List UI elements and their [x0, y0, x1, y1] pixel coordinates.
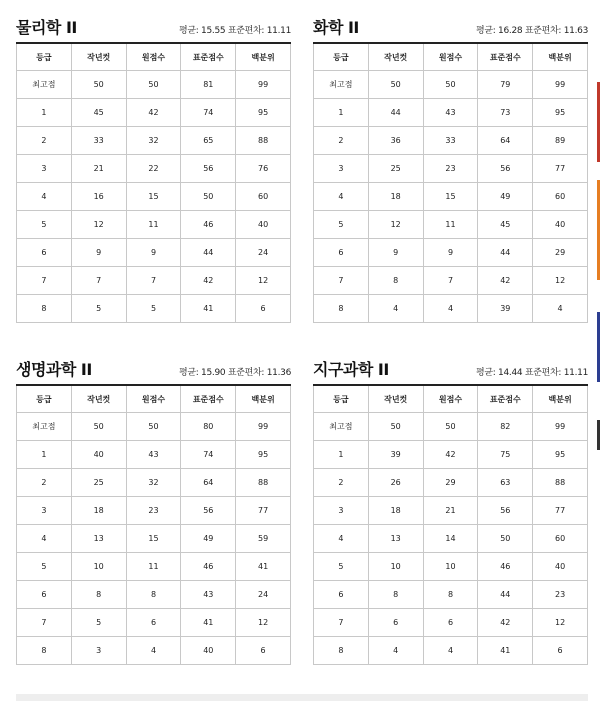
percentile-cell: 99: [236, 413, 291, 441]
column-header: 원점수: [423, 43, 478, 71]
grade-cell: 2: [314, 469, 369, 497]
header-row: [314, 385, 588, 413]
raw-score-cell: 15: [423, 183, 478, 211]
last-year-cut-cell: 50: [368, 71, 423, 99]
column-header: 등급: [314, 43, 369, 71]
raw-score-cell: 11: [126, 211, 181, 239]
last-year-cut-cell: 36: [368, 127, 423, 155]
subject-stats: 평균: 14.44 표준편차: 11.11: [475, 368, 588, 378]
percentile-cell: 88: [533, 469, 588, 497]
last-year-cut-cell: 8: [368, 581, 423, 609]
column-header: 백분위: [236, 385, 291, 413]
percentile-cell: 41: [236, 553, 291, 581]
panel-header: [16, 358, 291, 380]
table-row: [17, 267, 291, 295]
last-year-cut-cell: 8: [368, 267, 423, 295]
table-row: [314, 239, 588, 267]
standard-score-cell: 42: [478, 609, 533, 637]
table-row: [17, 155, 291, 183]
standard-score-cell: 44: [478, 581, 533, 609]
grade-cell: 7: [314, 609, 369, 637]
subject-title: 지구과학 II: [313, 360, 389, 379]
table-row: [17, 441, 291, 469]
column-header: 등급: [17, 385, 72, 413]
panel-physics-2: [16, 16, 291, 313]
raw-score-cell: 4: [423, 637, 478, 665]
grade-cell: 5: [17, 211, 72, 239]
percentile-cell: 77: [236, 497, 291, 525]
table-row: [314, 581, 588, 609]
percentile-cell: 77: [533, 497, 588, 525]
grade-cell: 3: [314, 497, 369, 525]
standard-score-cell: 46: [181, 211, 236, 239]
raw-score-cell: 42: [126, 99, 181, 127]
raw-score-cell: 23: [423, 155, 478, 183]
table-row: [314, 183, 588, 211]
raw-score-cell: 23: [126, 497, 181, 525]
raw-score-cell: 15: [126, 525, 181, 553]
last-year-cut-cell: 39: [368, 441, 423, 469]
table-row: [314, 637, 588, 665]
grade-cell: 3: [17, 497, 72, 525]
grade-cell: 6: [314, 581, 369, 609]
grade-cell: 4: [17, 525, 72, 553]
percentile-cell: 24: [236, 239, 291, 267]
raw-score-cell: 15: [126, 183, 181, 211]
raw-score-cell: 14: [423, 525, 478, 553]
panel-chemistry-2: [313, 16, 588, 313]
subject-title: 화학 II: [313, 18, 359, 37]
standard-score-cell: 56: [181, 155, 236, 183]
last-year-cut-cell: 9: [368, 239, 423, 267]
column-header: 표준점수: [181, 385, 236, 413]
raw-score-cell: 11: [126, 553, 181, 581]
last-year-cut-cell: 16: [71, 183, 126, 211]
grade-cell: 최고점: [17, 71, 72, 99]
percentile-cell: 95: [533, 441, 588, 469]
grade-cell: 4: [314, 525, 369, 553]
standard-score-cell: 46: [478, 553, 533, 581]
percentile-cell: 29: [533, 239, 588, 267]
grade-cell: 8: [314, 637, 369, 665]
percentile-cell: 40: [533, 553, 588, 581]
last-year-cut-cell: 18: [368, 183, 423, 211]
raw-score-cell: 22: [126, 155, 181, 183]
percentile-cell: 4: [533, 295, 588, 323]
grade-cell: 최고점: [17, 413, 72, 441]
column-header: 백분위: [236, 43, 291, 71]
raw-score-cell: 7: [423, 267, 478, 295]
standard-score-cell: 45: [478, 211, 533, 239]
percentile-cell: 12: [533, 267, 588, 295]
percentile-cell: 12: [533, 609, 588, 637]
last-year-cut-cell: 21: [71, 155, 126, 183]
table-row: [314, 553, 588, 581]
grade-cell: 4: [314, 183, 369, 211]
grade-cell: 6: [314, 239, 369, 267]
grade-cell: 2: [17, 127, 72, 155]
percentile-cell: 40: [236, 211, 291, 239]
standard-score-cell: 40: [181, 637, 236, 665]
raw-score-cell: 8: [126, 581, 181, 609]
last-year-cut-cell: 4: [368, 637, 423, 665]
table-row: [17, 525, 291, 553]
percentile-cell: 77: [533, 155, 588, 183]
last-year-cut-cell: 25: [71, 469, 126, 497]
raw-score-cell: 43: [423, 99, 478, 127]
raw-score-cell: 5: [126, 295, 181, 323]
grade-table: [313, 384, 588, 665]
grade-cell: 5: [314, 211, 369, 239]
subject-title: 물리학 II: [16, 18, 77, 37]
last-year-cut-cell: 10: [71, 553, 126, 581]
grade-cell: 7: [17, 609, 72, 637]
raw-score-cell: 9: [126, 239, 181, 267]
standard-score-cell: 44: [181, 239, 236, 267]
table-row: [314, 71, 588, 99]
column-header: 작년컷: [71, 385, 126, 413]
raw-score-cell: 4: [126, 637, 181, 665]
column-header: 작년컷: [368, 385, 423, 413]
panel-earth-science-2: [313, 358, 588, 655]
standard-score-cell: 41: [478, 637, 533, 665]
percentile-cell: 95: [236, 441, 291, 469]
raw-score-cell: 43: [126, 441, 181, 469]
percentile-cell: 95: [236, 99, 291, 127]
percentile-cell: 99: [533, 413, 588, 441]
standard-score-cell: 56: [478, 497, 533, 525]
subject-stats: 평균: 16.28 표준편차: 11.63: [475, 26, 588, 36]
table-row: [17, 637, 291, 665]
table-row: [17, 497, 291, 525]
last-year-cut-cell: 40: [71, 441, 126, 469]
table-row: [17, 239, 291, 267]
raw-score-cell: 4: [423, 295, 478, 323]
raw-score-cell: 42: [423, 441, 478, 469]
grade-cell: 8: [17, 295, 72, 323]
percentile-cell: 76: [236, 155, 291, 183]
raw-score-cell: 6: [423, 609, 478, 637]
raw-score-cell: 32: [126, 469, 181, 497]
standard-score-cell: 63: [478, 469, 533, 497]
table-row: [17, 469, 291, 497]
grade-cell: 8: [314, 295, 369, 323]
last-year-cut-cell: 13: [71, 525, 126, 553]
column-header: 표준점수: [181, 43, 236, 71]
grade-cell: 최고점: [314, 413, 369, 441]
percentile-cell: 6: [236, 637, 291, 665]
table-row: [314, 155, 588, 183]
column-header: 등급: [314, 385, 369, 413]
last-year-cut-cell: 45: [71, 99, 126, 127]
raw-score-cell: 6: [126, 609, 181, 637]
standard-score-cell: 74: [181, 99, 236, 127]
standard-score-cell: 75: [478, 441, 533, 469]
header-row: [17, 385, 291, 413]
standard-score-cell: 42: [181, 267, 236, 295]
table-row: [17, 295, 291, 323]
standard-score-cell: 64: [478, 127, 533, 155]
standard-score-cell: 41: [181, 609, 236, 637]
column-header: 표준점수: [478, 385, 533, 413]
standard-score-cell: 50: [181, 183, 236, 211]
standard-score-cell: 43: [181, 581, 236, 609]
percentile-cell: 88: [236, 127, 291, 155]
grade-cell: 7: [17, 267, 72, 295]
raw-score-cell: 50: [423, 413, 478, 441]
grade-cell: 3: [17, 155, 72, 183]
percentile-cell: 89: [533, 127, 588, 155]
column-header: 원점수: [126, 385, 181, 413]
percentile-cell: 12: [236, 609, 291, 637]
percentile-cell: 88: [236, 469, 291, 497]
standard-score-cell: 49: [478, 183, 533, 211]
column-header: 원점수: [423, 385, 478, 413]
standard-score-cell: 41: [181, 295, 236, 323]
grade-cell: 1: [17, 441, 72, 469]
standard-score-cell: 56: [181, 497, 236, 525]
table-row: [17, 127, 291, 155]
table-row: [17, 99, 291, 127]
column-header: 작년컷: [368, 43, 423, 71]
grade-table: [313, 42, 588, 323]
table-row: [17, 183, 291, 211]
standard-score-cell: 73: [478, 99, 533, 127]
panel-life-science-2: [16, 358, 291, 655]
grade-table: [16, 42, 291, 323]
table-row: [17, 211, 291, 239]
percentile-cell: 60: [533, 525, 588, 553]
grade-cell: 6: [17, 239, 72, 267]
table-row: [17, 71, 291, 99]
table-row: [17, 413, 291, 441]
last-year-cut-cell: 3: [71, 637, 126, 665]
percentile-cell: 40: [533, 211, 588, 239]
standard-score-cell: 49: [181, 525, 236, 553]
standard-score-cell: 80: [181, 413, 236, 441]
raw-score-cell: 9: [423, 239, 478, 267]
raw-score-cell: 50: [126, 413, 181, 441]
raw-score-cell: 11: [423, 211, 478, 239]
panel-header: [313, 16, 588, 38]
column-header: 표준점수: [478, 43, 533, 71]
percentile-cell: 60: [236, 183, 291, 211]
table-row: [17, 609, 291, 637]
grade-cell: 2: [314, 127, 369, 155]
grade-cell: 5: [17, 553, 72, 581]
last-year-cut-cell: 18: [368, 497, 423, 525]
last-year-cut-cell: 50: [368, 413, 423, 441]
subject-stats: 평균: 15.90 표준편차: 11.36: [178, 368, 291, 378]
last-year-cut-cell: 33: [71, 127, 126, 155]
table-row: [314, 469, 588, 497]
grade-cell: 7: [314, 267, 369, 295]
grade-table: [16, 384, 291, 665]
table-row: [314, 127, 588, 155]
table-row: [314, 413, 588, 441]
panel-header: [313, 358, 588, 380]
raw-score-cell: 10: [423, 553, 478, 581]
table-row: [314, 525, 588, 553]
raw-score-cell: 50: [423, 71, 478, 99]
last-year-cut-cell: 12: [71, 211, 126, 239]
grade-cell: 1: [314, 99, 369, 127]
grade-cell: 8: [17, 637, 72, 665]
grade-cell: 3: [314, 155, 369, 183]
table-row: [314, 497, 588, 525]
standard-score-cell: 81: [181, 71, 236, 99]
last-year-cut-cell: 26: [368, 469, 423, 497]
table-row: [314, 99, 588, 127]
column-header: 백분위: [533, 385, 588, 413]
last-year-cut-cell: 5: [71, 295, 126, 323]
table-row: [314, 609, 588, 637]
last-year-cut-cell: 50: [71, 413, 126, 441]
raw-score-cell: 8: [423, 581, 478, 609]
grade-cell: 1: [17, 99, 72, 127]
percentile-cell: 99: [533, 71, 588, 99]
standard-score-cell: 74: [181, 441, 236, 469]
table-row: [17, 553, 291, 581]
grade-cell: 4: [17, 183, 72, 211]
subject-stats: 평균: 15.55 표준편차: 11.11: [178, 26, 291, 36]
standard-score-cell: 39: [478, 295, 533, 323]
last-year-cut-cell: 7: [71, 267, 126, 295]
table-row: [17, 581, 291, 609]
percentile-cell: 95: [533, 99, 588, 127]
raw-score-cell: 29: [423, 469, 478, 497]
grade-cell: 6: [17, 581, 72, 609]
last-year-cut-cell: 10: [368, 553, 423, 581]
standard-score-cell: 56: [478, 155, 533, 183]
raw-score-cell: 32: [126, 127, 181, 155]
standard-score-cell: 64: [181, 469, 236, 497]
panel-header: [16, 16, 291, 38]
column-header: 작년컷: [71, 43, 126, 71]
last-year-cut-cell: 25: [368, 155, 423, 183]
table-row: [314, 267, 588, 295]
raw-score-cell: 7: [126, 267, 181, 295]
subject-title: 생명과학 II: [16, 360, 92, 379]
last-year-cut-cell: 9: [71, 239, 126, 267]
column-header: 원점수: [126, 43, 181, 71]
standard-score-cell: 82: [478, 413, 533, 441]
percentile-cell: 99: [236, 71, 291, 99]
last-year-cut-cell: 18: [71, 497, 126, 525]
standard-score-cell: 50: [478, 525, 533, 553]
standard-score-cell: 46: [181, 553, 236, 581]
last-year-cut-cell: 12: [368, 211, 423, 239]
raw-score-cell: 33: [423, 127, 478, 155]
header-row: [17, 43, 291, 71]
header-row: [314, 43, 588, 71]
table-row: [314, 295, 588, 323]
grade-cell: 2: [17, 469, 72, 497]
last-year-cut-cell: 50: [71, 71, 126, 99]
standard-score-cell: 79: [478, 71, 533, 99]
raw-score-cell: 21: [423, 497, 478, 525]
last-year-cut-cell: 6: [368, 609, 423, 637]
percentile-cell: 6: [533, 637, 588, 665]
column-header: 등급: [17, 43, 72, 71]
standard-score-cell: 44: [478, 239, 533, 267]
last-year-cut-cell: 4: [368, 295, 423, 323]
last-year-cut-cell: 44: [368, 99, 423, 127]
grade-cell: 1: [314, 441, 369, 469]
footer-divider: [16, 694, 588, 701]
last-year-cut-cell: 8: [71, 581, 126, 609]
percentile-cell: 6: [236, 295, 291, 323]
standard-score-cell: 65: [181, 127, 236, 155]
percentile-cell: 12: [236, 267, 291, 295]
column-header: 백분위: [533, 43, 588, 71]
percentile-cell: 59: [236, 525, 291, 553]
percentile-cell: 24: [236, 581, 291, 609]
table-row: [314, 211, 588, 239]
grade-cell: 5: [314, 553, 369, 581]
last-year-cut-cell: 13: [368, 525, 423, 553]
standard-score-cell: 42: [478, 267, 533, 295]
last-year-cut-cell: 5: [71, 609, 126, 637]
percentile-cell: 23: [533, 581, 588, 609]
table-row: [314, 441, 588, 469]
percentile-cell: 60: [533, 183, 588, 211]
raw-score-cell: 50: [126, 71, 181, 99]
grade-cell: 최고점: [314, 71, 369, 99]
